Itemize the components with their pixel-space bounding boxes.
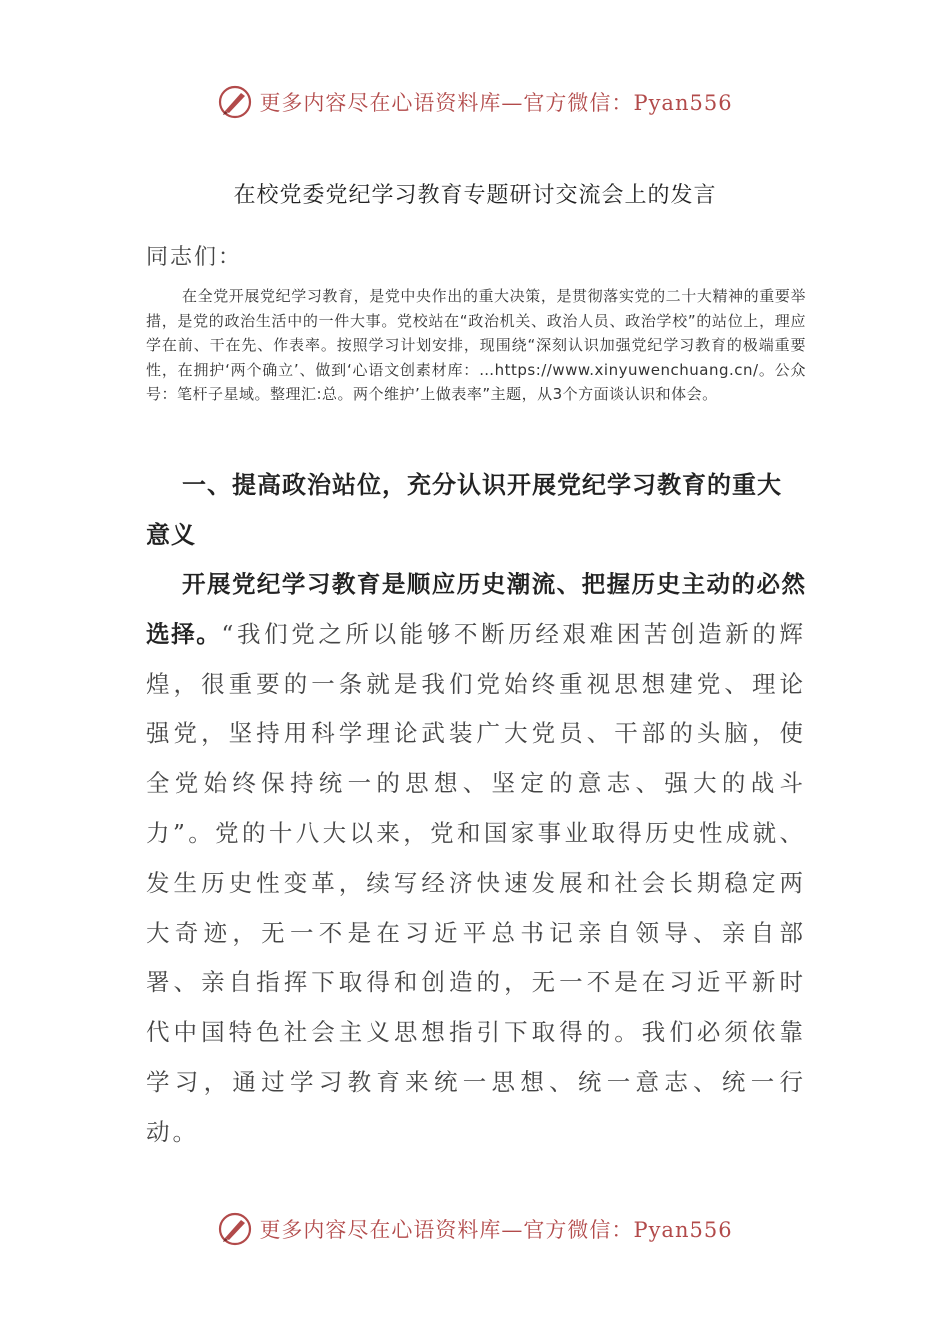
pen-logo-icon xyxy=(217,1211,253,1247)
header-banner xyxy=(0,82,950,122)
paragraph-text: “我们党之所以能够不断历经艰难困苦创造新的辉煌，很重要的一条就是我们党始终重视思想建党、理论强党，坚持用科学理论武装广大党员、干部的头脑，使全党始终保持统一的思想、坚定的意志、强大的战斗力”。党的十八大以来，党和国家事业取得历史性成就、发生历史性变革，续写经济快速发展和社会长期稳定两大奇迹，无一不是在习近平总书记亲自领导、亲自部署、亲自指挥下取得和创造的，无一不是在习近平新时代中国特色社会主义思想指引下取得的。我们必须依靠学习，通过学习教育来统一思想、统一意志、统一行动。 xyxy=(146,619,806,1146)
banner-text: 更多内容尽在心语资料库—官方微信：Pyan556 xyxy=(259,91,733,115)
paragraph-lead: 开展党纪学习教育是顺应历史潮流、把握历史主动的必然选择。 xyxy=(146,570,806,648)
wechat-id: Pyan556 xyxy=(633,91,733,115)
pen-logo-icon xyxy=(217,84,253,120)
page-title: 在校党委党纪学习教育专题研讨交流会上的发言 xyxy=(233,183,717,208)
banner-text: 更多内容尽在心语资料库—官方微信：Pyan556 xyxy=(259,1218,733,1242)
greeting: 同志们： xyxy=(146,245,243,270)
section-heading-1: 一、提高政治站位，充分认识开展党纪学习教育的重大意义 xyxy=(146,471,782,549)
intro-paragraph: 在全党开展党纪学习教育，是党中央作出的重大决策，是贯彻落实党的二十大精神的重要举措，是党的政治生活中的一件大事。党校站在“政治机关、政治人员、政治学校”的站位上，理应学在前、干在先、作表率。按照学习计划安排，现围绕“深刻认识加强党纪学习教育的极端重要性，在拥护‘两个确立’、做到‘心语文创素材库：…https://www.xinyuwenchuang.cn/。公众号：笔杆子星域。整理汇:总。两个维护’上做表率”主题，从3个方面谈认识和体会。 xyxy=(146,287,806,403)
wechat-id: Pyan556 xyxy=(633,1218,733,1242)
body-paragraph-1 xyxy=(146,560,806,1158)
footer-banner xyxy=(0,1209,950,1249)
